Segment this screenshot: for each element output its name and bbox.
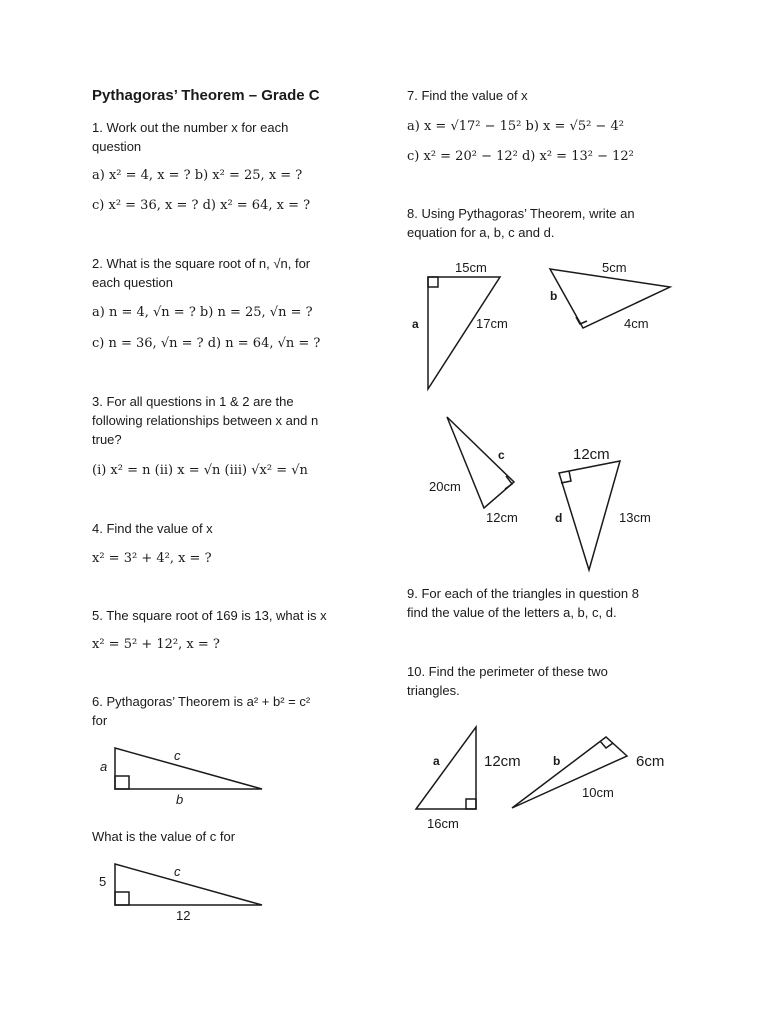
q6-question: What is the value of c for	[92, 829, 236, 844]
q8-t3-right-angle	[505, 476, 512, 489]
q6-label-c: c	[174, 748, 181, 763]
q8-t2-bottom: 4cm	[624, 316, 649, 331]
q1-parts-cd: c) x² = 36, x = ? d) x² = 64, x = ?	[92, 198, 311, 213]
q8-triangle-2	[550, 269, 670, 328]
q8-triangle-4	[559, 461, 620, 570]
q10-t1-right-angle	[466, 799, 476, 809]
q7-text: 7. Find the value of x	[407, 88, 528, 103]
q2-parts-cd: c) n = 36, √n = ? d) n = 64, √n = ?	[92, 336, 321, 351]
q10-t1-base: 16cm	[427, 816, 459, 831]
q5-equation: x² = 5² + 12², x = ?	[92, 637, 220, 652]
q10-t2-side: b	[553, 754, 561, 768]
q8-t4-side: d	[555, 511, 563, 525]
q8-t1-top: 15cm	[455, 260, 487, 275]
q3-text-line1: 3. For all questions in 1 & 2 are the	[92, 394, 294, 409]
q6-triangle-2	[115, 864, 262, 905]
q1-text-line1: 1. Work out the number x for each	[92, 120, 289, 135]
q9-text-line2: find the value of the letters a, b, c, d.	[407, 605, 617, 620]
q7-parts-cd: c) x² = 20² − 12² d) x² = 13² − 12²	[407, 149, 634, 164]
q2-text-line1: 2. What is the square root of n, √n, for	[92, 256, 311, 271]
q8-t1-hyp: 17cm	[476, 316, 508, 331]
q10-t2-long: 10cm	[582, 785, 614, 800]
q6-text-line2: for	[92, 713, 108, 728]
q8-t1-right-angle	[428, 277, 438, 287]
q9-text-line1: 9. For each of the triangles in question 8	[407, 586, 639, 601]
q10-t2-short: 6cm	[636, 753, 665, 770]
q6-tri2-label-side: 5	[99, 874, 107, 889]
page-title: Pythagoras’ Theorem – Grade C	[92, 87, 320, 104]
q8-triangle-1	[428, 277, 500, 389]
q10-text-line2: triangles.	[407, 683, 460, 698]
q8-t2-side: b	[550, 289, 558, 303]
q7-parts-ab: a) x = √17² − 15² b) x = √5² − 4²	[407, 119, 624, 134]
q6-tri2-label-base: 12	[176, 908, 191, 923]
q8-triangle-3	[447, 417, 514, 508]
q6-label-a: a	[100, 759, 108, 774]
q1-text-line2: question	[92, 139, 142, 154]
q10-text-line1: 10. Find the perimeter of these two	[407, 664, 608, 679]
q8-t3-hyp: 20cm	[429, 479, 461, 494]
q3-text-line3: true?	[92, 432, 122, 447]
q3-text-line2: following relationships between x and n	[92, 413, 319, 428]
q10-triangle-1	[416, 727, 476, 809]
q8-t4-top: 12cm	[573, 446, 610, 463]
q10-t1-height: 12cm	[484, 753, 521, 770]
q2-parts-ab: a) n = 4, √n = ? b) n = 25, √n = ?	[92, 305, 313, 320]
q8-t4-hyp: 13cm	[619, 510, 651, 525]
q6-label-b: b	[176, 792, 184, 807]
q3-relationships: (i) x² = n (ii) x = √n (iii) √x² = √n	[92, 463, 308, 478]
q6-text-line1: 6. Pythagoras’ Theorem is a² + b² = c²	[92, 694, 311, 709]
q10-t1-side: a	[433, 754, 440, 768]
q8-t2-top: 5cm	[602, 260, 627, 275]
q8-t1-side: a	[412, 317, 419, 331]
q6-tri2-label-c: c	[174, 864, 181, 879]
q6-right-angle	[115, 776, 129, 789]
q6-right-angle-2	[115, 892, 129, 905]
q8-text-line1: 8. Using Pythagoras’ Theorem, write an	[407, 206, 635, 221]
q6-triangle	[115, 748, 262, 789]
q1-parts-ab: a) x² = 4, x = ? b) x² = 25, x = ?	[92, 168, 303, 183]
q8-t3-side: c	[498, 448, 505, 462]
q5-text: 5. The square root of 169 is 13, what is x	[92, 608, 327, 623]
q4-text: 4. Find the value of x	[92, 521, 213, 536]
q2-text-line2: each question	[92, 275, 173, 290]
q8-t3-bottom: 12cm	[486, 510, 518, 525]
q4-equation: x² = 3² + 4², x = ?	[92, 551, 212, 566]
q8-text-line2: equation for a, b, c and d.	[407, 225, 555, 240]
